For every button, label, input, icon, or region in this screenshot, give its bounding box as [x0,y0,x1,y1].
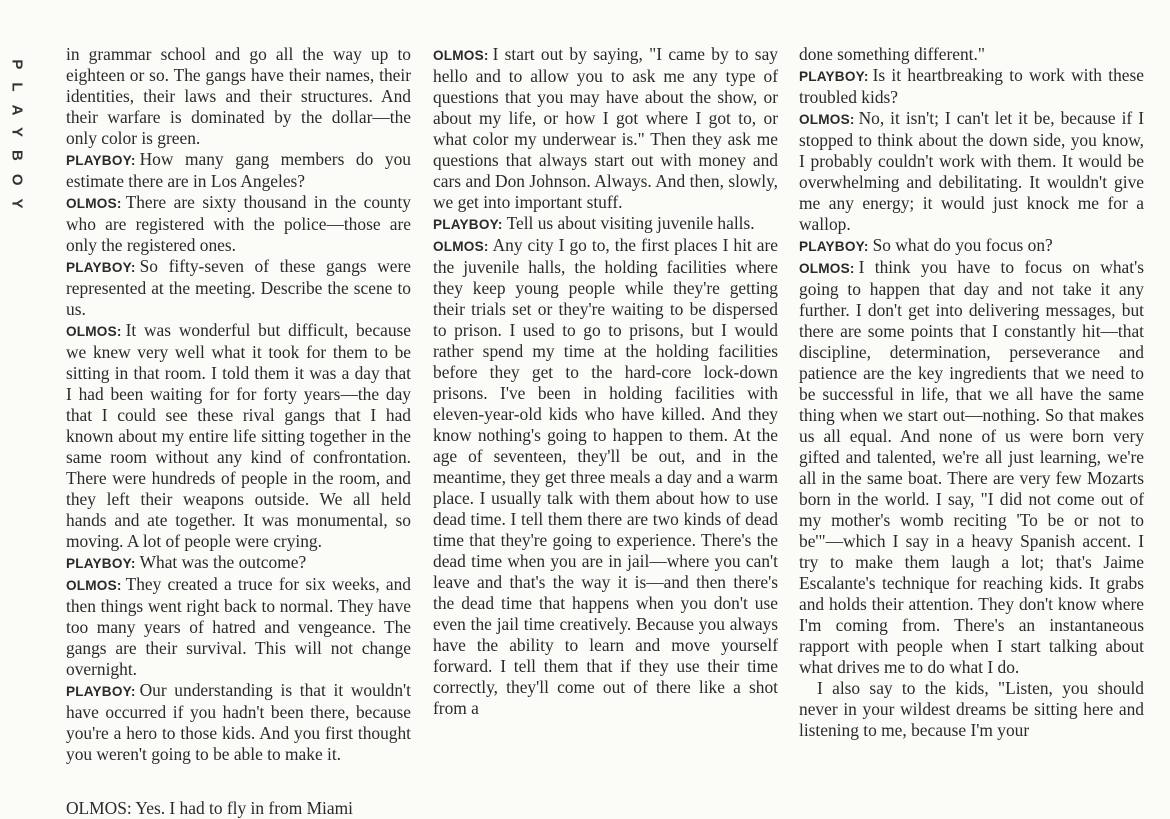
paragraph-text: Our understanding is that it wouldn't have occurred if you hadn't been there, because you're a hero to those kids. And you first thought you weren't going to be able to make it. [66,680,411,764]
paragraph-text: It was wonderful but difficult, because we knew very well what it took for them to be sitting in that room. I told them it was a day that I had been waiting for for forty years—the day that I could see these rival gangs that I had known about my entire life sitting together in the same room without any kind of confrontation. There were hundreds of people in the room, and they left their weapons outside. We all held hands and ate together. It was monumental, so moving. A lot of people were crying. [66,320,411,551]
text-column-1 [66,44,411,765]
paragraph [66,256,411,320]
paragraph [799,65,1144,108]
paragraph [799,44,1144,65]
paragraph [433,235,778,719]
paragraph-text: Any city I go to, the first places I hit are the juvenile halls, the holding facilities where they keep young people while they're getting their trials set or they're waiting to be dispersed to prison. I used to go to prisons, but I would rather spend my time at the holding facilities before they get to the hard-core lock-down prisons. I've been in holding facilities with eleven-year-old kids who have killed. And they know nothing's going to happen to them. At the age of seventeen, they'll be out, and in the meantime, they get three meals a day and a warm place. I usually talk with them about how to use dead time. I tell them there are two kinds of dead time that they're going to experience. There's the dead time when you are in jail—where you can't leave and that's the way it is—and then there's the dead time that happens when you don't use even the jail time creatively. Because you always have the ability to learn and move yourself forward. I tell them that if they use their time correctly, they'll come out of there like a shot from a [433,235,778,718]
speaker-label: OLMOS: [66,196,122,211]
paragraph-text: What was the outcome? [139,552,307,572]
paragraph-text: Tell us about visiting juvenile halls. [506,213,755,233]
paragraph [66,44,411,149]
paragraph-text: How many gang members do you estimate there are in Los Angeles? [66,149,411,191]
paragraph-text: done something different." [799,44,985,64]
paragraph-text: I also say to the kids, "Listen, you should never in your wildest dreams be sitting here and listening to me, because I'm your [799,678,1144,740]
paragraph [66,552,411,574]
speaker-label: PLAYBOY: [799,239,869,254]
magazine-name: PLAYBOY [8,58,26,222]
magazine-name-vertical [2,40,32,240]
paragraph [433,44,778,213]
paragraph [433,213,778,235]
paragraph [66,680,411,765]
speaker-label: PLAYBOY: [66,260,136,275]
paragraph [799,678,1144,741]
speaker-label: PLAYBOY: [66,684,136,699]
paragraph-text: So fifty-seven of these gangs were represented at the meeting. Describe the scene to us. [66,256,411,319]
cutoff-line: OLMOS: Yes. I had to fly in from Miami [66,798,353,818]
paragraph [799,108,1144,235]
text-column-3 [799,44,1144,741]
speaker-label: PLAYBOY: [799,69,869,84]
speaker-label: OLMOS: [799,261,855,276]
paragraph-text: I start out by saying, "I came by to say hello and to allow you to ask me any type of questions that you may have about the show, or about my life, or how I got where I got to, or what color my underwear is." Then they ask me questions that always start out with money and cars and Don Johnson. Always. And then, slowly, we get into important stuff. [433,44,778,212]
speaker-label: OLMOS: [66,578,122,593]
speaker-label: PLAYBOY: [66,556,136,571]
paragraph [799,257,1144,678]
text-column-2 [433,44,778,719]
speaker-label: OLMOS: [433,48,489,63]
paragraph-text: Is it heartbreaking to work with these troubled kids? [799,65,1144,107]
speaker-label: PLAYBOY: [66,153,136,168]
paragraph [799,235,1144,257]
paragraph-text: There are sixty thousand in the county who are registered with the police—those are only the registered ones. [66,192,411,255]
paragraph-text: They created a truce for six weeks, and then things went right back to normal. They have too many years of hatred and vengeance. The gangs are their survival. This will not change overnight. [66,574,411,679]
paragraph [66,149,411,192]
paragraph-text: I think you have to focus on what's going to happen that day and not take it any further. I don't get into delivering messages, but there are some points that I constantly hit—that discipline, determination, perseverance and patience are the key ingredients that we need to be successful in life, that we all have the same thing when we start out—nothing. So that makes us all equal. And none of us were born very gifted and talented, we're all just learning, we're all in the same boat. There are very few Mozarts born in the world. I say, "I did not come out of my mother's womb reciting 'To be or not to be'"—which I say in a heavy Spanish accent. I try to make them laugh a lot; that's Jaime Escalante's technique for reaching kids. It grabs and holds their attention. They don't know where I'm coming from. There's an instantaneous rapport with people when I start talking about what drives me to do what I do. [799,257,1144,677]
speaker-label: PLAYBOY: [433,217,503,232]
speaker-label: OLMOS: [799,112,855,127]
speaker-label: OLMOS: [66,324,122,339]
paragraph-text: No, it isn't; I can't let it be, because if I stopped to think about the down side, you know, I probably couldn't work with them. It would be overwhelming and debilitating. It wouldn't give me any energy; it would just knock me for a wallop. [799,108,1144,234]
paragraph-text: in grammar school and go all the way up to eighteen or so. The gangs have their names, their identities, their laws and their structures. And their warfare is dominated by the dollar—the only color is green. [66,44,411,148]
paragraph [66,574,411,680]
paragraph [66,320,411,552]
speaker-label: OLMOS: [433,239,489,254]
paragraph-text: So what do you focus on? [872,235,1053,255]
paragraph [66,192,411,256]
